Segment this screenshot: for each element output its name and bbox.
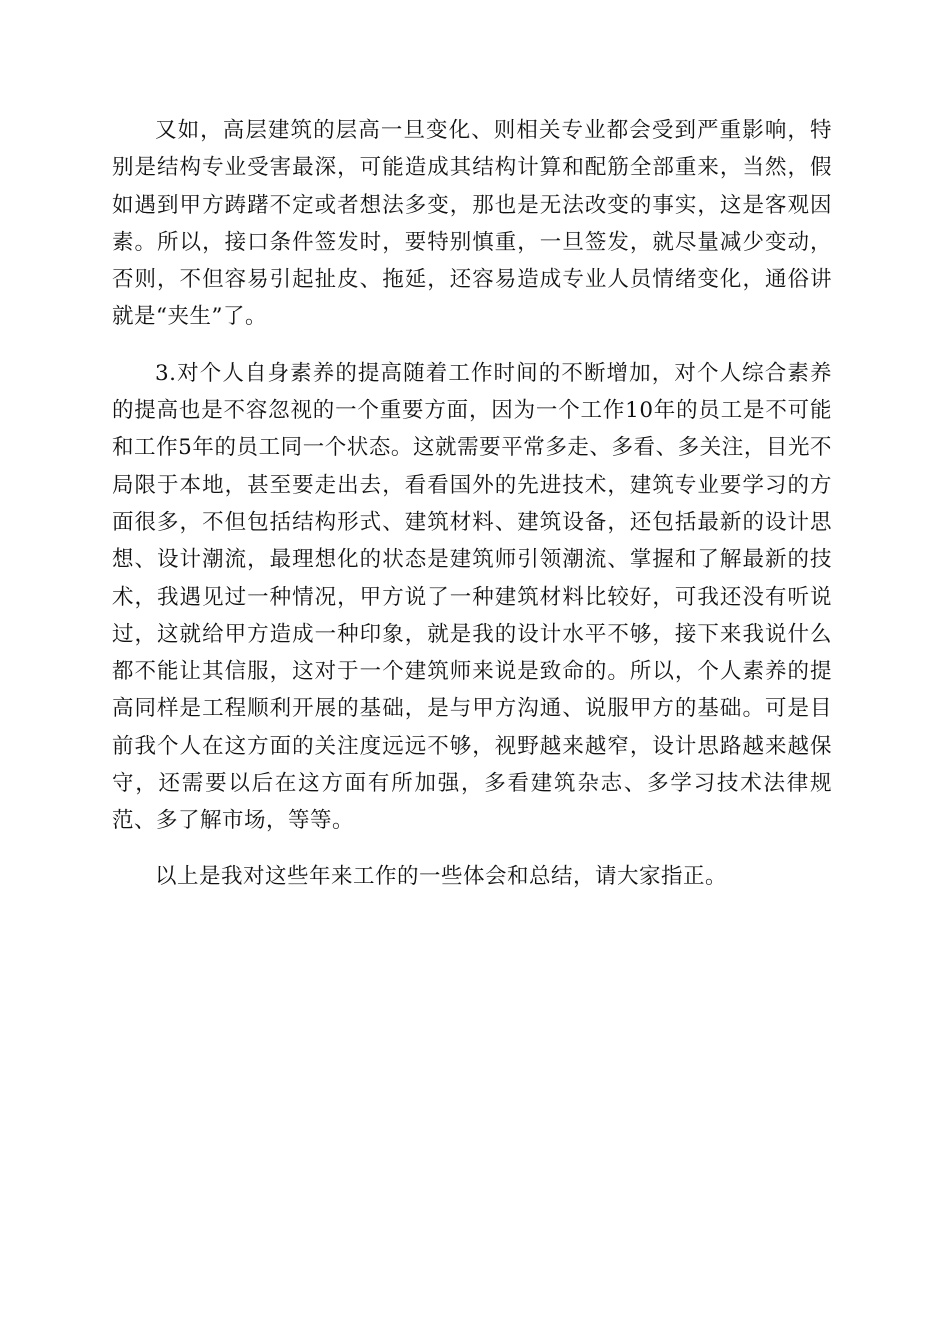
paragraph-floor-height: 又如，高层建筑的层高一旦变化、则相关专业都会受到严重影响，特别是结构专业受害最深，可能造成其结构计算和配筋全部重来，当然，假如遇到甲方踌躇不定或者想法多变，那也是无法改变的事实，这是客观因素。所以，接口条件签发时，要特别慎重，一旦签发，就尽量减少变动，否则，不但容易引起扯皮、拖延，还容易造成专业人员情绪变化，通俗讲就是“夹生”了。 <box>112 118 832 330</box>
paragraph-personal-quality: 3.对个人自身素养的提高随着工作时间的不断增加，对个人综合素养的提高也是不容忽视的一个重要方面，因为一个工作10年的员工是不可能和工作5年的员工同一个状态。这就需要平常多走、多看、多关注，目光不局限于本地，甚至要走出去，看看国外的先进技术，建筑专业要学习的方面很多，不但包括结构形式、建筑材料、建筑设备，还包括最新的设计思想、设计潮流，最理想化的状态是建筑师引领潮流、掌握和了解最新的技术，我遇见过一种情况，甲方说了一种建筑材料比较好，可我还没有听说过，这就给甲方造成一种印象，就是我的设计水平不够，接下来我说什么都不能让其信服，这对于一个建筑师来说是致命的。所以，个人素养的提高同样是工程顺利开展的基础，是与甲方沟通、说服甲方的基础。可是目前我个人在这方面的关注度远远不够，视野越来越窄，设计思路越来越保守，还需要以后在这方面有所加强，多看建筑杂志、多学习技术法律规范、多了解市场，等等。 <box>112 360 832 834</box>
document-page <box>112 112 832 895</box>
paragraph-conclusion: 以上是我对这些年来工作的一些体会和总结，请大家指正。 <box>155 863 728 889</box>
